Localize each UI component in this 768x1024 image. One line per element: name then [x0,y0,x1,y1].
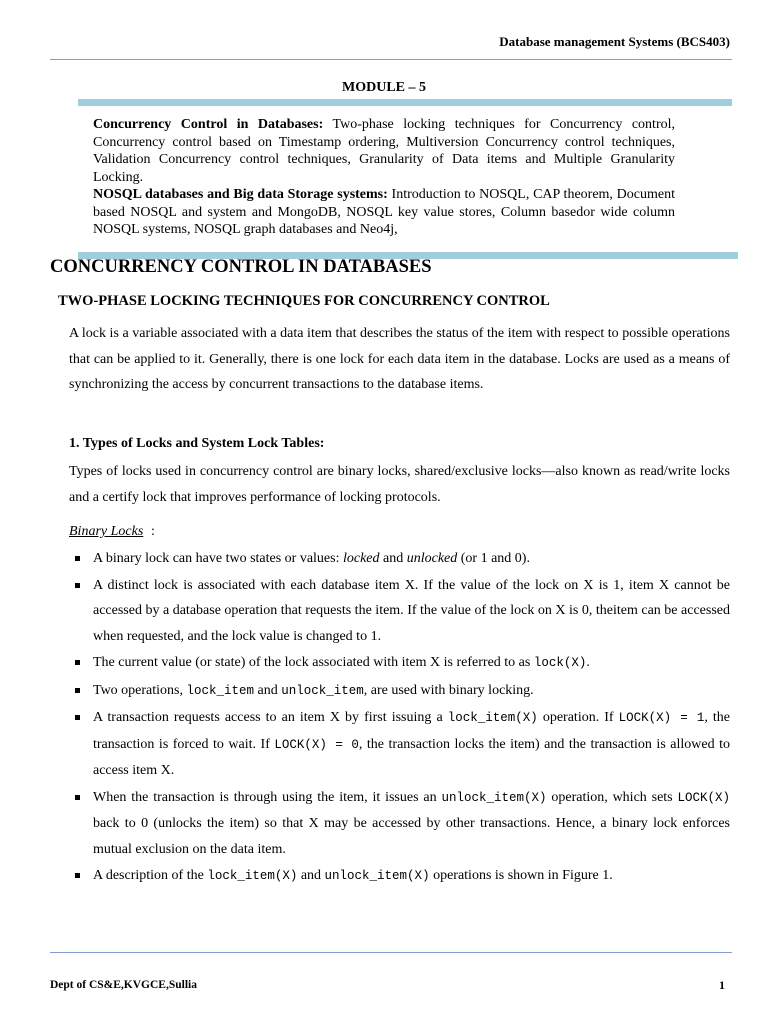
bullet-icon [75,873,80,878]
item-text: operation, which sets [546,789,678,805]
item-text: When the transaction is through using the item, it issues an [93,789,442,805]
item-text: , the transaction is forced to wait. If [93,710,730,752]
syllabus-item-text: Introduction to NOSQL, CAP theorem, Document based NOSQL and system and MongoDB, NOSQL key value stores, Column basedor wide column NOSQL systems, NOSQL graph databases and Neo4j, [93,187,675,237]
footer-department: Dept of CS&E,KVGCE,Sullia [50,979,197,991]
bullet-icon [75,660,80,665]
bullet-icon [75,795,80,800]
list-item [75,678,730,705]
footer-divider [50,952,732,953]
item-code: unlock_item(X) [324,869,430,883]
item-code: unlock_item(X) [441,790,547,805]
syllabus-item [93,186,675,239]
item-text: and [254,682,282,698]
list-item [75,785,730,863]
syllabus-top-bar [78,99,732,106]
intro-paragraph: A lock is a variable associated with a data item that describes the status of the item with respect to possible operations that can be applied to it. Generally, there is one lock for each data item in the database. Locks are used as a means of synchronizing the access by concurrent transactions to the database items. [69,326,730,392]
item-text: back to 0 (unlocks the item) so that X may be accessed by other transactions. Hence, a binary lock enforces mutual exclusion on the data item. [93,816,730,857]
item-code: unlock_item [281,683,364,698]
item-code: LOCK(X) [677,790,730,805]
item-code: lock_item(X) [207,869,298,883]
binary-lock-list [75,546,730,891]
item-text: A binary lock can have two states or values: [93,551,343,566]
item-text: and [297,868,325,883]
list-item [75,650,730,677]
bullet-icon [75,556,80,561]
syllabus-item-heading: NOSQL databases and Big data Storage systems: [93,187,388,202]
item-text: operations is shown in Figure 1. [429,868,613,883]
syllabus-box [93,116,675,239]
running-header: Database management Systems (BCS403) [499,34,730,49]
item-italic: locked [342,551,380,566]
list-item [75,705,730,784]
types-heading: 1. Types of Locks and System Lock Tables: [69,436,325,451]
syllabus-item-heading: Concurrency Control in Databases: [93,117,324,132]
bullet-icon [75,688,80,693]
item-text: A distinct lock is associated with each database item X. If the value of the lock on X is 1, item X cannot be accessed by a database operation that requests the item. If the value of the lock on X is 0, theitem can be accessed when requested, and the lock value is changed to 1. [93,577,730,644]
item-text: A description of the [93,868,208,883]
module-title: MODULE – 5 [342,80,426,95]
subsection-title: TWO-PHASE LOCKING TECHNIQUES FOR CONCURRENCY CONTROL [58,293,550,309]
syllabus-item-text: Two-phase locking techniques for Concurrency control, Concurrency control based on Timestamp ordering, Multiversion Concurrency control techniques, Validation Concurrency control techniques, Granularity of Data items and Multiple Granularity Locking. [93,117,675,185]
section-title: CONCURRENCY CONTROL IN DATABASES [50,257,432,277]
list-item [75,573,730,650]
item-code: lock_item(X) [447,711,538,725]
item-text: The current value (or state) of the lock associated with item X is referred to as [93,655,534,670]
types-paragraph: Types of locks used in concurrency control are binary locks, shared/exclusive locks—also known as read/write locks and a certify lock that improves performance of locking protocols. [69,464,730,505]
item-text: A transaction requests access to an item X by first issuing a [93,710,448,725]
list-item [75,863,730,890]
item-code: LOCK(X) = 1 [618,711,705,725]
item-code: lock_item [186,683,255,698]
item-text: . [586,655,590,670]
item-text: operation. If [537,710,619,725]
item-text: , are used with binary locking. [363,682,534,698]
list-item [75,546,730,572]
binary-locks-colon: : [151,524,155,539]
page-number: 1 [719,978,725,992]
bullet-icon [75,583,80,588]
item-text: (or 1 and 0). [457,551,530,566]
item-text: Two operations, [93,682,187,698]
header-divider [50,59,732,60]
item-text: and [379,551,407,566]
item-text: , the transaction locks the item) and the transaction is allowed to access item X. [93,736,730,778]
binary-locks-label: Binary Locks [69,524,144,539]
bullet-icon [75,715,80,720]
item-code: LOCK(X) = 0 [274,737,359,752]
item-code: lock(X) [533,656,587,670]
syllabus-item [93,116,675,186]
item-italic: unlocked [406,551,458,566]
